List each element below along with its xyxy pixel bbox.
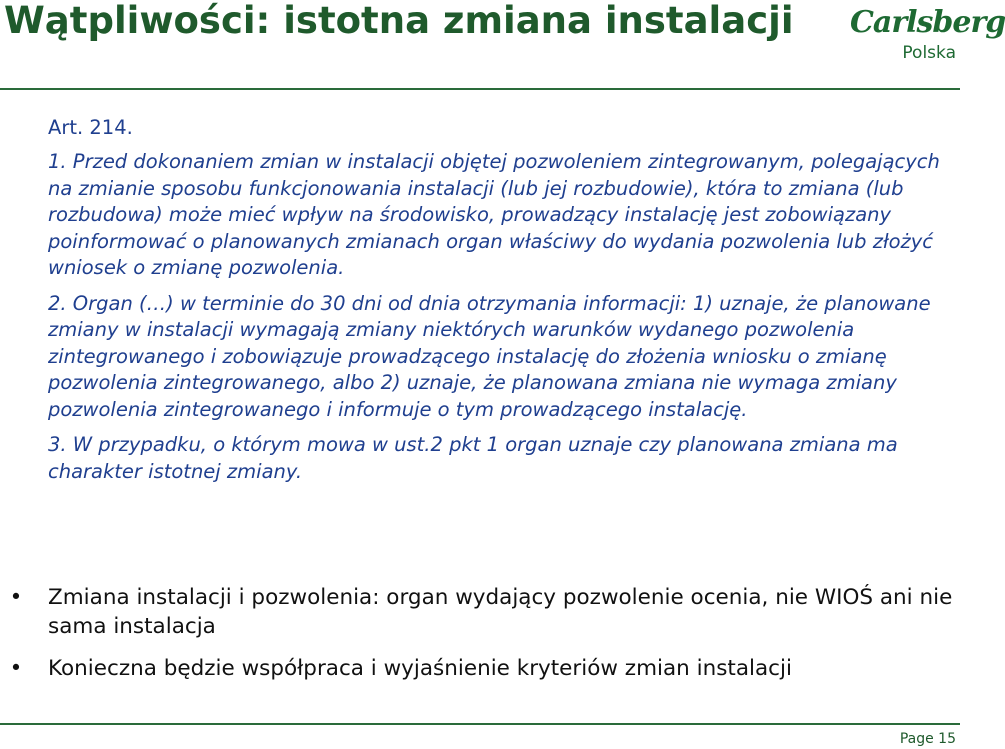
footer-divider [0,723,960,725]
logo-subtitle-text: Polska [902,43,956,63]
bullet-dot-icon: • [9,656,23,681]
bullet-text-2: Konieczna będzie współpraca i wyjaśnienie kryteriów zmian instalacji [48,656,792,681]
article-paragraph-2: 2. Organ (…) w terminie do 30 dni od dnia otrzymania informacji: 1) uznaje, że planowane zmiany w instalacji wymagają zmiany niektórych warunków wydanego pozwolenia zintegrowanego i zobowiązuje prowadzącego instalację do złożenia wniosku o zmianę pozwolenia zintegrowanego, albo 2) uznaje, że planowana zmiana nie wymaga zmiany pozwolenia zintegrowanego i informuje o tym prowadzącego instalację. [48,291,931,421]
article-heading: Art. 214. [48,116,133,139]
bullet-dot-icon: • [9,585,23,610]
logo-brand-text: Carlsberg [850,5,1005,40]
bullet-text-1: Zmiana instalacji i pozwolenia: organ wydający pozwolenie ocenia, nie WIOŚ ani nie sama instalacja [48,585,953,639]
header-divider [0,88,960,90]
bullet-list [0,583,960,696]
bullet-item-2 [0,654,960,683]
page-number: Page 15 [899,731,956,747]
bullet-item-1 [0,583,960,641]
carlsberg-logo [850,4,1005,70]
article-paragraph-3: 3. W przypadku, o którym mowa w ust.2 pkt 1 organ uznaje czy planowana zmiana ma charakter istotnej zmiany. [48,433,898,483]
article-quote [48,114,958,494]
slide-title: Wątpliwości: istotna zmiana instalacji [4,0,794,42]
article-paragraph-1: 1. Przed dokonaniem zmian w instalacji objętej pozwoleniem zintegrowanym, polegających na zmianie sposobu funkcjonowania instalacji (lub jej rozbudowie), która to zmiana (lub rozbudowa) może mieć wpływ na środowisko, prowadzący instalację jest zobowiązany poinformować o planowanych zmianach organ właściwy do wydania pozwolenia lub złożyć wniosek o zmianę pozwolenia. [48,150,940,279]
